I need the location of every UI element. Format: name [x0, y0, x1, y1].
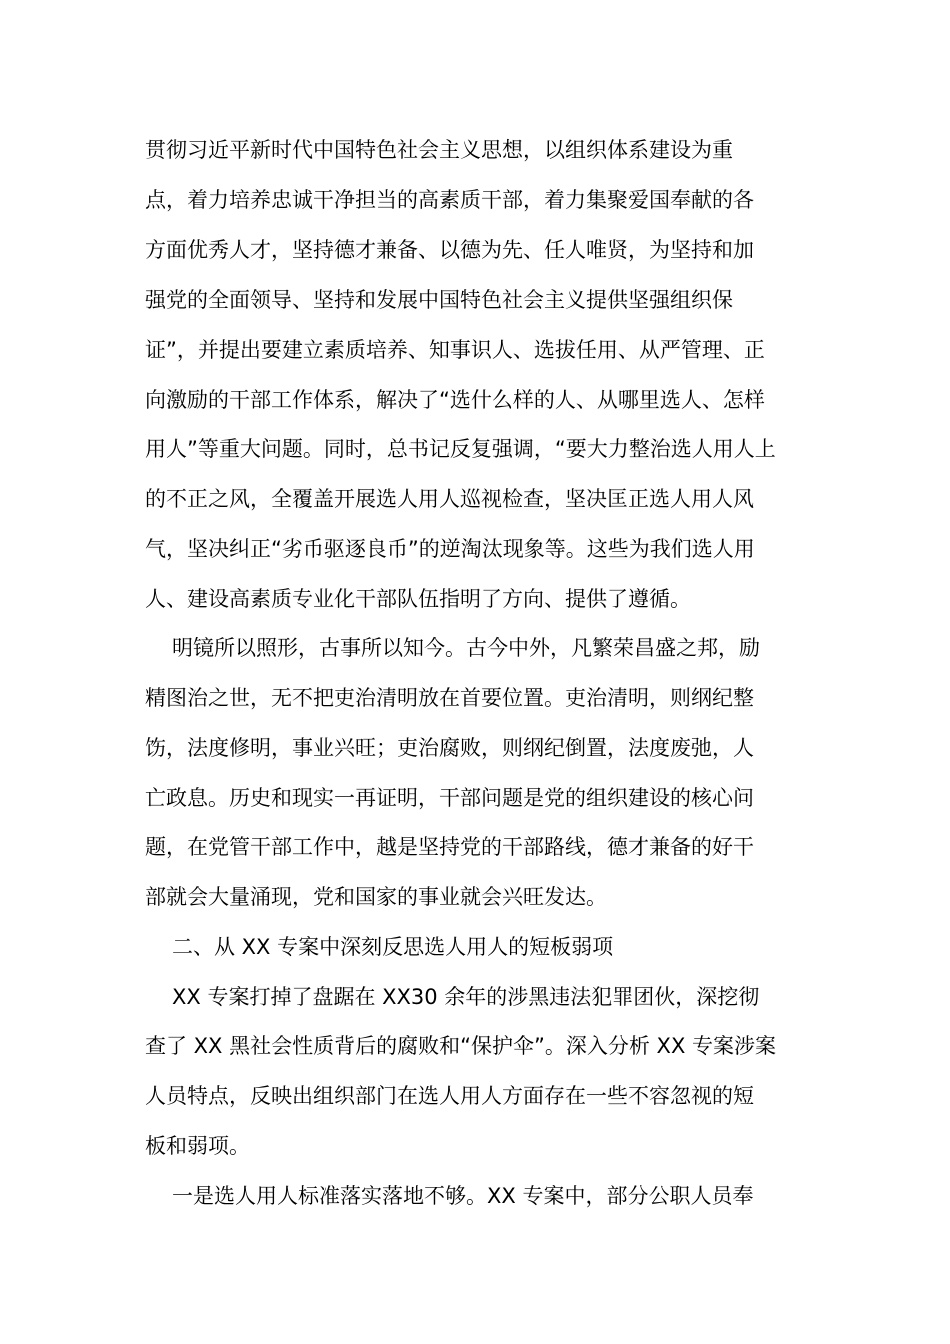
text-line: 亡政息。历史和现实一再证明，干部问题是党的组织建设的核心问: [145, 786, 754, 810]
paragraph-first-line: 一是选人用人标准落实落地不够。XX 专案中，部分公职人员奉: [172, 1184, 754, 1208]
text-line: 的不正之风，全覆盖开展选人用人巡视检查，坚决匡正选人用人风: [145, 487, 754, 511]
section-heading: 二、从 XX 专案中深刻反思选人用人的短板弱项: [172, 935, 614, 959]
text-line: 贯彻习近平新时代中国特色社会主义思想，以组织体系建设为重: [145, 138, 733, 162]
text-line: 精图治之世，无不把吏治清明放在首要位置。吏治清明，则纲纪整: [145, 686, 754, 710]
text-line: 证”，并提出要建立素质培养、知事识人、选拔任用、从严管理、正: [145, 338, 765, 362]
text-line: 向激励的干部工作体系，解决了“选什么样的人、从哪里选人、怎样: [145, 388, 765, 412]
text-line: 用人”等重大问题。同时，总书记反复强调，“要大力整治选人用人上: [145, 437, 776, 461]
paragraph-first-line: 明镜所以照形，古事所以知今。古今中外，凡繁荣昌盛之邦，励: [172, 636, 760, 660]
text-line: 人、建设高素质专业化干部队伍指明了方向、提供了遵循。: [145, 587, 691, 611]
text-line: 气，坚决纠正“劣币驱逐良币”的逆淘汰现象等。这些为我们选人用: [145, 537, 755, 561]
text-line: 强党的全面领导、坚持和发展中国特色社会主义提供坚强组织保: [145, 288, 733, 312]
text-line: 点，着力培养忠诚干净担当的高素质干部，着力集聚爱国奉献的各: [145, 188, 754, 212]
text-line: 饬，法度修明，事业兴旺；吏治腐败，则纲纪倒置，法度废弛，人: [145, 736, 754, 760]
text-line: 方面优秀人才，坚持德才兼备、以德为先、任人唯贤，为坚持和加: [145, 238, 754, 262]
text-line: 部就会大量涌现，党和国家的事业就会兴旺发达。: [145, 885, 607, 909]
text-line: 人员特点，反映出组织部门在选人用人方面存在一些不容忽视的短: [145, 1084, 754, 1108]
text-line: 查了 XX 黑社会性质背后的腐败和“保护伞”。深入分析 XX 专案涉案: [145, 1034, 777, 1058]
text-line: 题，在党管干部工作中，越是坚持党的干部路线，德才兼备的好干: [145, 835, 754, 859]
text-line: 板和弱项。: [145, 1134, 250, 1158]
paragraph-first-line: XX 专案打掉了盘踞在 XX30 余年的涉黑违法犯罪团伙，深挖彻: [172, 985, 760, 1009]
